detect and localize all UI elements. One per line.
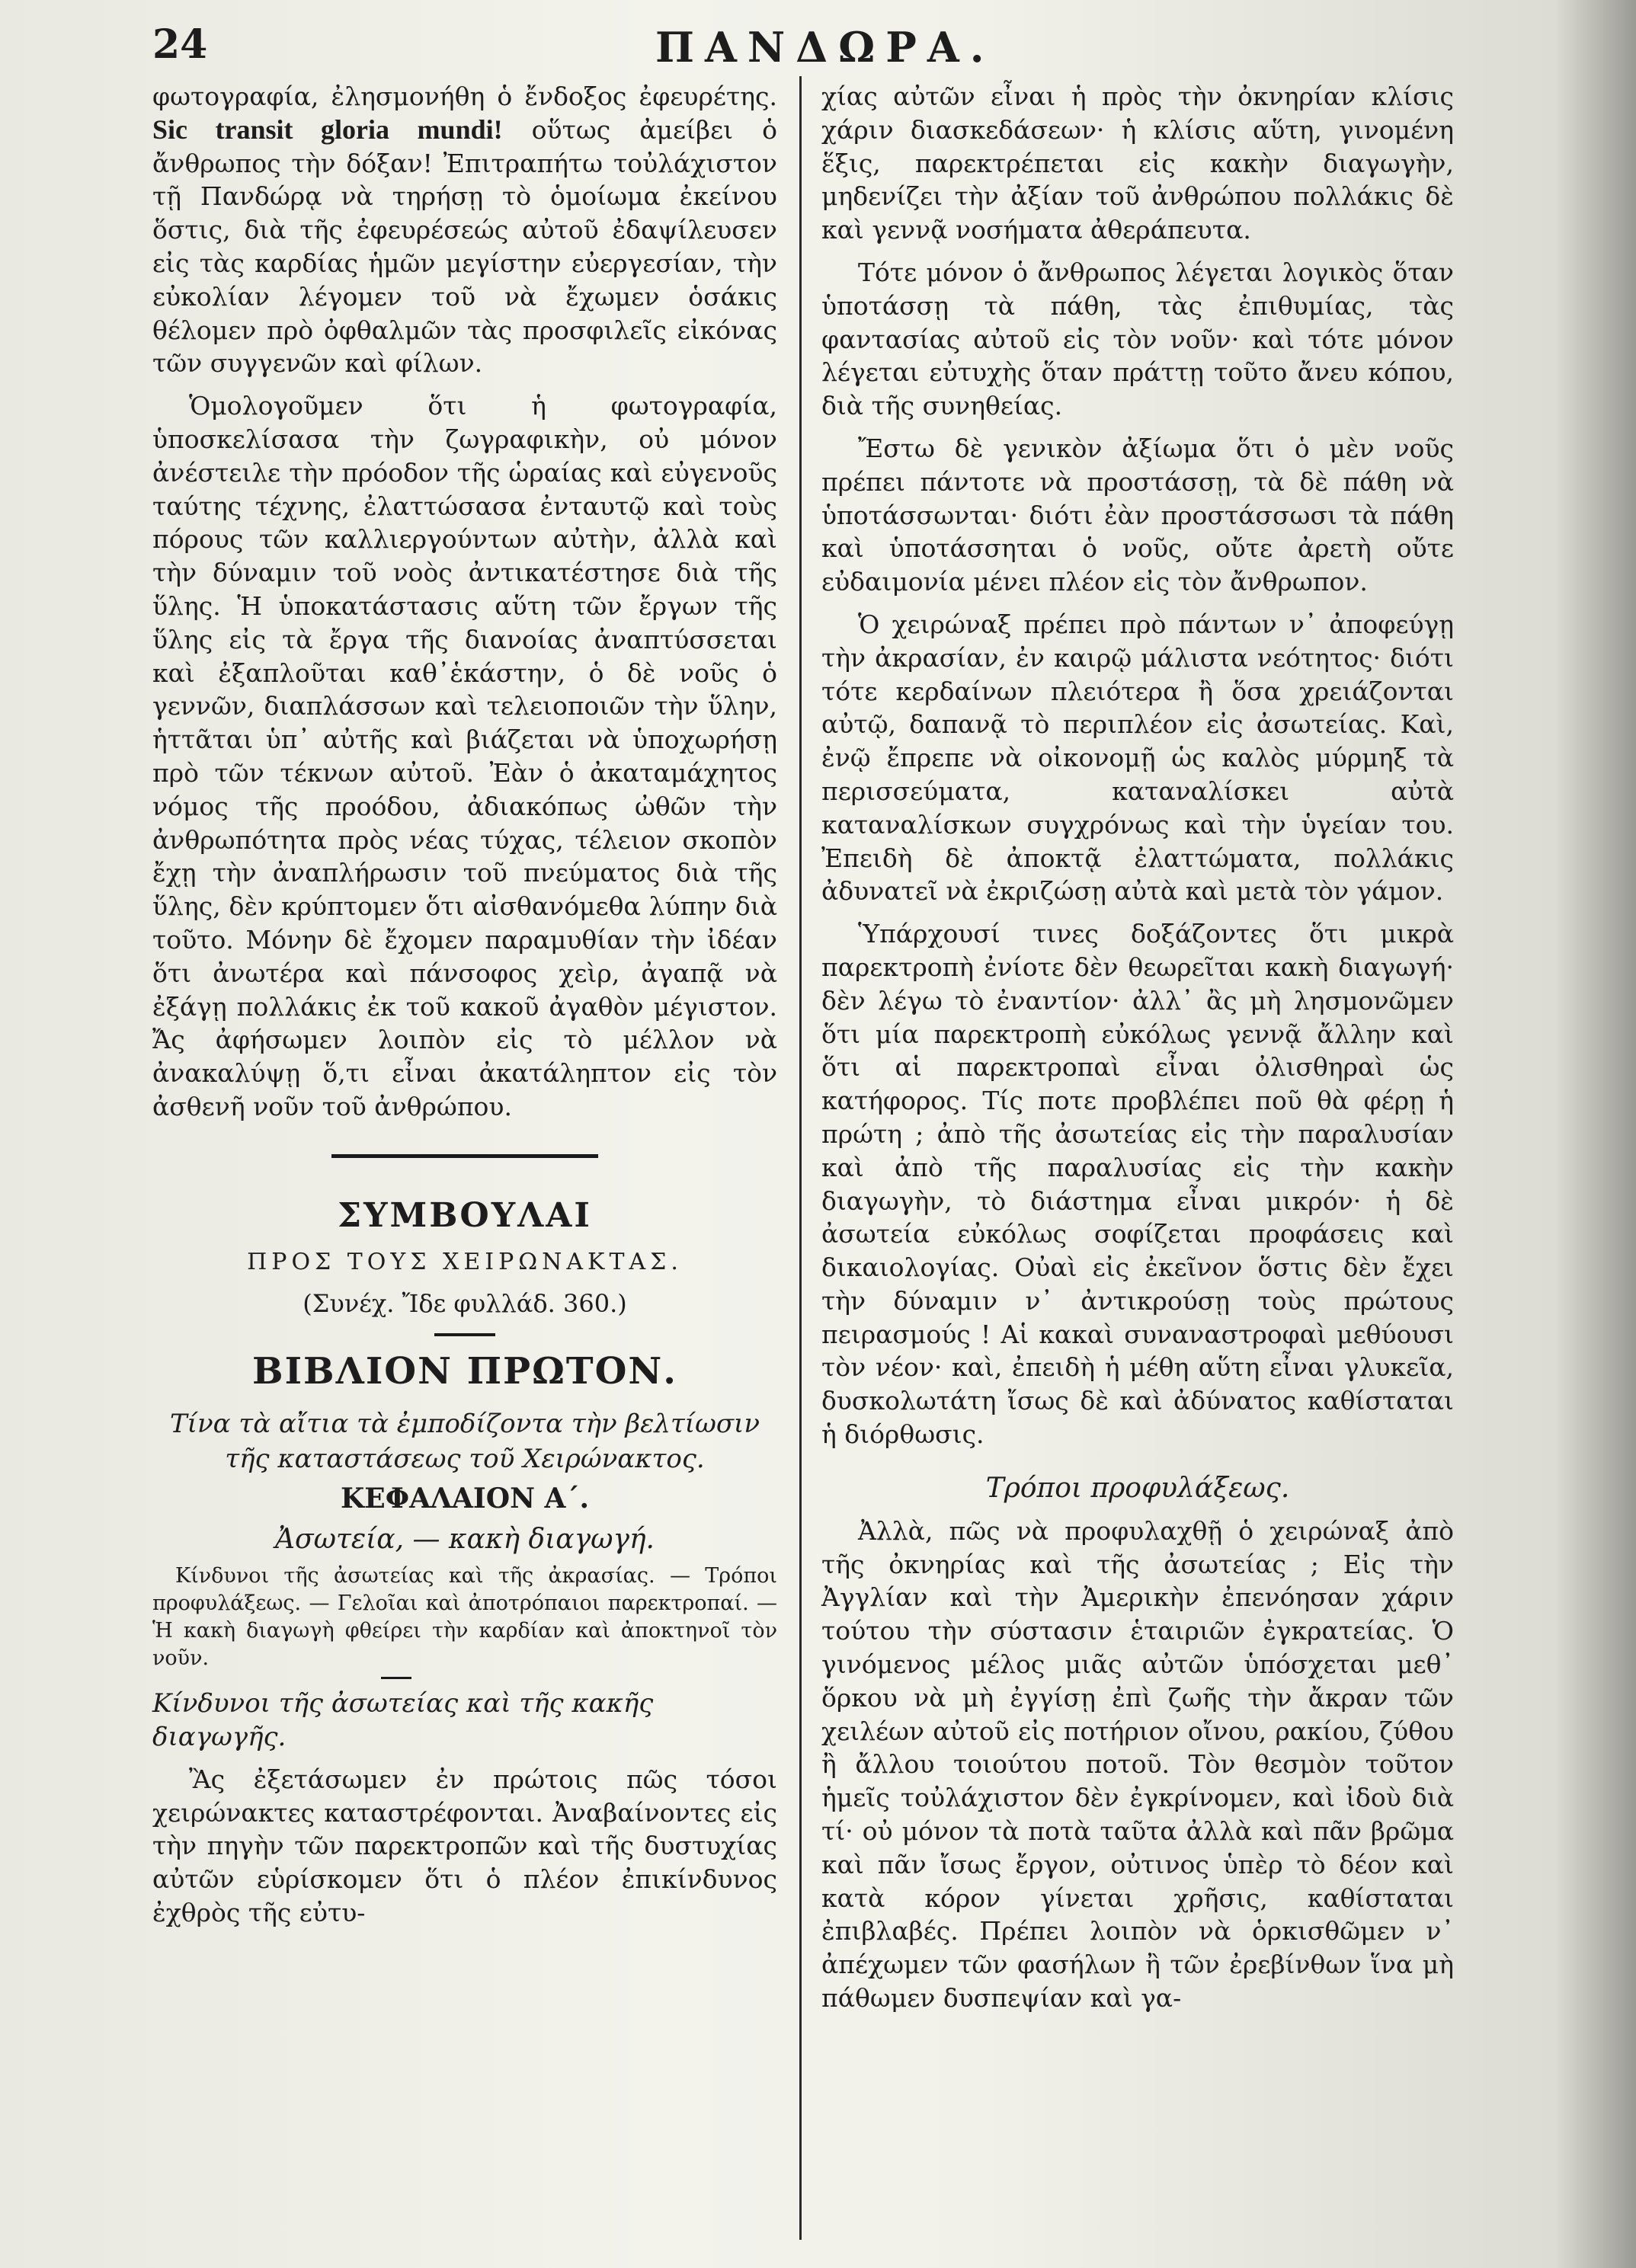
article-subtitle: ΠΡΟΣ ΤΟΥΣ ΧΕΙΡΩΝΑΚΤΑΣ. <box>247 1248 683 1275</box>
page-header <box>0 15 1636 72</box>
book-question: Τίνα τὰ αἴτια τὰ ἐμποδίζοντα τὴν βελτίωσιν τῆς καταστάσεως τοῦ Χειρώνακτος. <box>169 1408 760 1474</box>
title-divider <box>434 1333 495 1336</box>
section-heading-prevention: Τρόποι προφυλάξεως. <box>985 1472 1290 1504</box>
paragraph-photography-painting: Ὁμολογοῦμεν ὅτι ἡ φωτογραφία, ὑποσκελίσασα τὴν ζωγραφικὴν, οὐ μόνον ἀνέστειλε τὴν πρόοδον τῆς ὡραίας καὶ εὐγενοῦς ταύτης τέχνης, ἐλαττώσασα ἐνταυτῷ καὶ τοὺς πόρους τῶν καλλιεργούντων αὐτὴν, ἀλλὰ καὶ τὴν δύναμιν τοῦ νοὸς ἀντικατέστησε διὰ τῆς ὕλης. Ἡ ὑποκατάστασις αὕτη τῶν ἔργων τῆς ὕλης εἰς τὰ ἔργα τῆς διανοίας ἀναπτύσσεται καὶ ἐξαπλοῦται καθ᾽ἑκάστην, ὁ δὲ νοῦς ὁ γεννῶν, διαπλάσσων καὶ τελειοποιῶν τὴν ὕλην, ἡττᾶται ὑπ᾽ αὐτῆς καὶ βιάζεται νὰ ὑποχωρήσῃ πρὸ τῶν τέκνων αὐτοῦ. Ἐὰν ὁ ἀκαταμάχητος νόμος τῆς προόδου, ἀδιακόπως ὠθῶν τὴν ἀνθρωπότητα πρὸς νέας τύχας, τέλειον σκοπὸν ἔχῃ τὴν ἀναπλήρωσιν τοῦ πνεύματος διὰ τῆς ὕλης, δὲν κρύπτομεν ὅτι αἰσθανόμεθα λύπην διὰ τοῦτο. Μόνην δὲ ἔχομεν παραμυθίαν τὴν ἰδέαν ὅτι ἀνωτέρα καὶ πάνσοφος χεὶρ, ἀγαπᾷ νὰ ἐξάγῃ πολλάκις ἐκ τοῦ κακοῦ ἀγαθὸν μέγιστον. Ἄς ἀφήσωμεν λοιπὸν εἰς τὸ μέλλον νὰ ἀνακαλύψῃ ὅ,τι εἶναι ἀκατάληπτον εἰς τὸν ἀσθενῆ νοῦν τοῦ ἀνθρώπου. <box>152 391 777 1121</box>
latin-quote: Sic transit gloria mundi! <box>152 114 503 145</box>
section-heading-dangers: Κίνδυνοι τῆς ἀσωτείας καὶ τῆς κακῆς διαγωγῆς. <box>152 1687 654 1752</box>
chapter-subtitle: Ἀσωτεία, — κακὴ διαγωγή. <box>275 1523 655 1555</box>
paragraph-temperance-societies: Ἀλλὰ, πῶς νὰ προφυλαχθῇ ὁ χειρώναξ ἀπὸ τῆς ὀκνηρίας καὶ τῆς ἀσωτείας ; Εἰς τὴν Ἀγγλίαν καὶ τὴν Ἀμερικὴν ἐπενόησαν χάριν τούτου τὴν σύστασιν ἑταιριῶν ἐγκρατείας. Ὁ γινόμενος μέλος μιᾶς αὐτῶν ὑπόσχεται μεθ᾽ ὅρκου νὰ μὴ ἐγγίσῃ ἐπὶ ζωῆς τὴν ἄκραν τῶν χειλέων αὐτοῦ εἰς ποτήριον οἴνου, ρακίου, ζύθου ἢ ἄλλου τοιούτου ποτοῦ. Τὸν θεσμὸν τοῦτον ἡμεῖς τοὐλάχιστον δὲν ἐγκρίνομεν, καὶ ἰδοὺ διὰ τί· οὐ μόνον τὰ ποτὰ ταῦτα ἀλλὰ καὶ πᾶν βρῶμα καὶ πᾶν ἴσως ἔργον, οὐτινος ὑπὲρ τὸ δέον καὶ κατὰ κόρον γίνεται χρῆσις, καθίσταται ἐπιβλαβές. Πρέπει λοιπὸν νὰ ὁρκισθῶμεν ν᾽ ἀπέχωμεν τῶν φασήλων ἢ τῶν ἐρεβίνθων ἵνα μὴ πάθωμεν δυσπεψίαν καὶ γα- <box>821 1515 1454 2014</box>
paragraph-dangers: Ἂς ἐξετάσωμεν ἐν πρώτοις πῶς τόσοι χειρώνακτες καταστρέφονται. Ἀναβαίνοντες εἰς τὴν πηγὴν τῶν παρεκτροπῶν καὶ τῆς δυστυχίας αὐτῶν εὑρίσκομεν ὅτι ὁ πλέον ἐπικίνδυνος ἐχθρὸς τῆς εὐτυ- <box>152 1764 777 1927</box>
section-divider <box>331 1154 598 1158</box>
column-rule <box>799 76 802 2240</box>
chapter-heading: ΚΕΦΑΛΑΙΟΝ Α΄. <box>341 1482 589 1515</box>
running-title: ΠΑΝΔΩΡΑ. <box>655 23 995 72</box>
paragraph-axiom: Ἔστω δὲ γενικὸν ἀξίωμα ὅτι ὁ μὲν νοῦς πρέπει πάντοτε νὰ προστάσσῃ, τὰ δὲ πάθη νὰ ὑποτάσσωνται· διότι ἐὰν προστάσσωσι τὰ πάθη καὶ ὑποτάσσηται ὁ νοῦς, οὔτε ἀρετὴ οὔτε εὐδαιμονία μένει πλέον εἰς τὸν ἄνθρωπον. <box>821 433 1454 597</box>
right-column <box>821 80 1454 2024</box>
paragraph-reason: Τότε μόνον ὁ ἄνθρωπος λέγεται λογικὸς ὅταν ὑποτάσσῃ τὰ πάθη, τὰς ἐπιθυμίας, τὰς φαντασίας αὐτοῦ εἰς τὸν νοῦν· καὶ τότε μόνον λέγεται εὐτυχὴς ὅταν πράττῃ τοῦτο ἄνευ κόπου, διὰ τῆς συνηθείας. <box>821 257 1454 421</box>
paragraph-idleness: χίας αὐτῶν εἶναι ἡ πρὸς τὴν ὀκνηρίαν κλίσις χάριν διασκεδάσεων· ἡ κλίσις αὕτη, γινομένη ἕξις, παρεκτρέπεται εἰς κακὴν διαγωγὴν, μηδενίζει τὴν ἀξίαν τοῦ ἀνθρώπου πολλάκις δὲ καὶ γεννᾷ νοσήματα ἀθεράπευτα. <box>821 82 1454 245</box>
paragraph-deviation: Ὑπάρχουσί τινες δοξάζοντες ὅτι μικρὰ παρεκτροπὴ ἐνίοτε δὲν θεωρεῖται κακὴ διαγωγή· δὲν λέγω τὸ ἐναντίον· ἀλλ᾽ ἂς μὴ λησμονῶμεν ὅτι μία παρεκτροπὴ εὐκόλως γεννᾷ ἄλλην καὶ ὅτι αἱ παρεκτροπαὶ εἶναι ὀλισθηραὶ ὡς κατήφορος. Τίς ποτε προβλέπει ποῦ θὰ φέρῃ ἡ πρώτη ; ἀπὸ τῆς ἀσωτείας εἰς τὴν παραλυσίαν καὶ ἀπὸ τῆς παραλυσίας εἰς τὴν κακὴν διαγωγὴν, τὸ διάστημα εἶναι μικρόν· ἡ δὲ ἀσωτεία εὐκόλως σοφίζεται προφάσεις καὶ δικαιολογίας. Οὐαὶ εἰς ἐκεῖνον ὅστις δὲν ἔχει τὴν δύναμιν ν᾽ ἀντικρούσῃ τοὺς πρώτους πειρασμούς ! Αἱ κακαὶ συναναστροφαὶ μεθύουσι τὸν νέον· καὶ, ἐπειδὴ ἡ μέθη αὕτη εἶναι γλυκεῖα, δυσκολωτάτη ἴσως δὲ καὶ ἀδύνατος καθίσταται ἡ διόρθωσις. <box>821 919 1454 1450</box>
text-span: οὕτως ἀμείβει ὁ ἄνθρωπος τὴν δόξαν! Ἐπιτραπήτω τοὐλάχιστον τῇ Πανδώρᾳ νὰ τηρήσῃ τὸ ὁμοίωμα ἐκείνου ὅστις, διὰ τῆς ἐφευρέσεώς αὐτοῦ ἐδαψίλευσεν εἰς τὰς καρδίας ἡμῶν μεγίστην εὐεργεσίαν, τὴν εὐκολίαν λέγομεν τοῦ νὰ ἔχωμεν ὁσάκις θέλομεν πρὸ ὀφθαλμῶν τὰς προσφιλεῖς εἰκόνας τῶν συγγενῶν καὶ φίλων. <box>152 114 778 379</box>
page-number: 24 <box>152 21 208 68</box>
paragraph-intemperance: Ὁ χειρώναξ πρέπει πρὸ πάντων ν᾽ ἀποφεύγῃ τὴν ἀκρασίαν, ἐν καιρῷ μάλιστα νεότητος· διότι τότε κερδαίνων πλειότερα ἢ ὅσα χρειάζονται αὐτῷ, δαπανᾷ τὸ περιπλέον εἰς ἀσωτείας. Καὶ, ἐνῷ ἔπρεπε νὰ οἰκονομῇ ὡς καλὸς μύρμηξ τὰ περισσεύματα, καταναλίσκει αὐτὰ καταναλίσκων συγχρόνως καὶ τὴν ὑγείαν του. Ἐπειδὴ δὲ ἀποκτᾷ ἐλαττώματα, πολλάκις ἀδυνατεῖ νὰ ἐκριζώσῃ αὐτὰ καὶ μετὰ τὸν γάμον. <box>821 609 1454 907</box>
summary-divider <box>381 1677 411 1679</box>
book-heading: ΒΙΒΛΙΟΝ ΠΡΩΤΟΝ. <box>252 1349 677 1393</box>
chapter-summary: Κίνδυνοι τῆς ἀσωτείας καὶ τῆς ἀκρασίας. — Τρόποι προφυλάξεως. — Γελοῖαι καὶ ἀποτρόπαιοι παρεκτροπαί. — Ἡ κακὴ διαγωγὴ φθείρει τὴν καρδίαν καὶ ἀποκτηνοῖ τὸν νοῦν. <box>152 1563 777 1670</box>
article-title: ΣΥΜΒΟΥΛΑΙ <box>337 1195 592 1235</box>
paragraph-photography-end <box>152 80 777 380</box>
continuation-note: (Συνέχ. Ἴδε φυλλάδ. 360.) <box>303 1288 627 1318</box>
text-span: φωτογραφία, ἐλησμονήθη ὁ ἔνδοξος ἐφευρέτης. <box>152 82 777 111</box>
left-column <box>152 80 777 1939</box>
